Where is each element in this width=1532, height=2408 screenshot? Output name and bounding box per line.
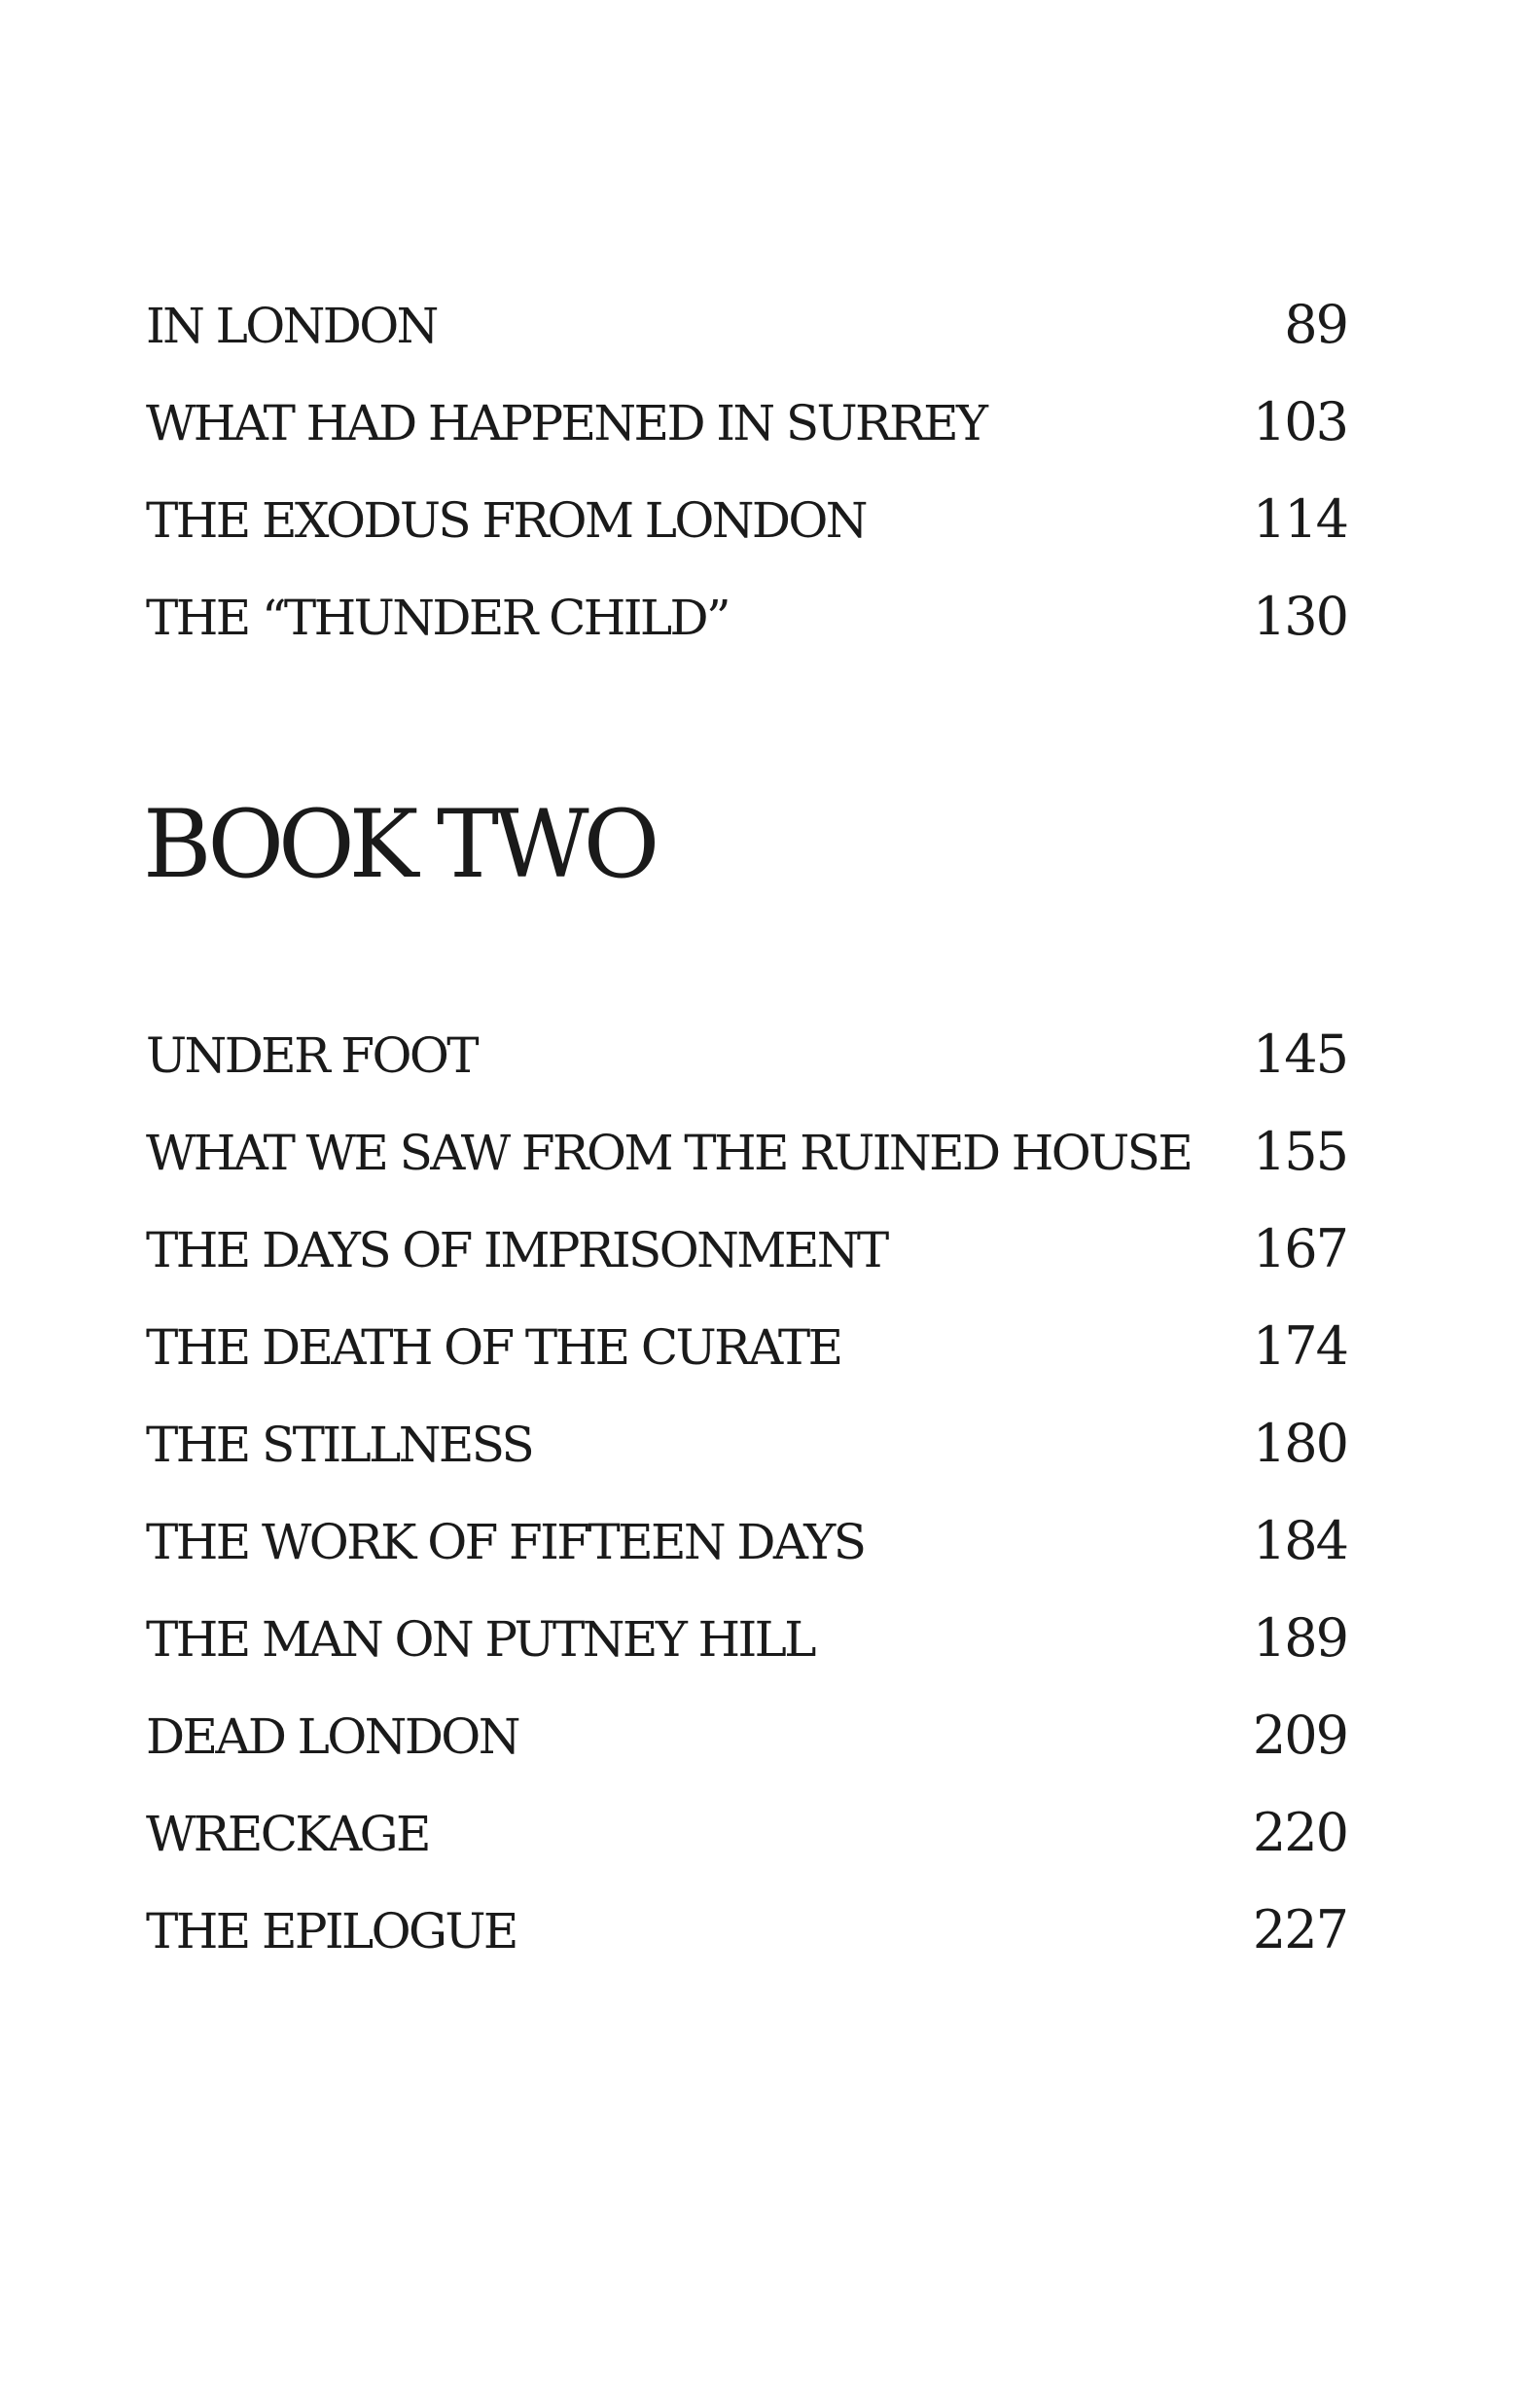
toc-entry xyxy=(146,1889,1347,1987)
toc-entry xyxy=(146,1111,1347,1208)
toc-entry-page-number: 114 xyxy=(1252,488,1347,550)
toc-entry-page-number: 180 xyxy=(1252,1413,1347,1474)
toc-entry xyxy=(146,1792,1347,1889)
toc-entry-page-number: 209 xyxy=(1252,1705,1347,1766)
toc-entry-page-number: 103 xyxy=(1252,391,1347,452)
toc-entry-title: THE WORK OF FIFTEEN DAYS xyxy=(146,1514,865,1570)
toc-entry-page-number: 145 xyxy=(1252,1024,1347,1085)
toc-entry xyxy=(146,284,1347,381)
toc-entry xyxy=(146,576,1347,673)
toc-entry xyxy=(146,1500,1347,1598)
toc-entry-page-number: 184 xyxy=(1252,1510,1347,1571)
toc-entry-title: DEAD LONDON xyxy=(146,1708,518,1765)
toc-entry-title: UNDER FOOT xyxy=(146,1027,478,1084)
toc-entry-title: THE EXODUS FROM LONDON xyxy=(146,492,866,549)
toc-entry-title: THE DEATH OF THE CURATE xyxy=(146,1319,841,1376)
toc-entry-title: THE MAN ON PUTNEY HILL xyxy=(146,1611,814,1668)
toc-entry xyxy=(146,1695,1347,1792)
toc-list-book-one xyxy=(146,284,1347,673)
book-two-heading: BOOK TWO xyxy=(143,790,655,899)
toc-entry-title: IN LONDON xyxy=(146,298,437,354)
toc-entry xyxy=(146,381,1347,479)
toc-entry-page-number: 227 xyxy=(1252,1899,1347,1960)
toc-entry-page-number: 89 xyxy=(1284,294,1347,355)
toc-entry-title: WRECKAGE xyxy=(146,1806,429,1862)
toc-entry-page-number: 167 xyxy=(1252,1218,1347,1279)
toc-entry-title: THE STILLNESS xyxy=(146,1417,533,1473)
toc-list-book-two xyxy=(146,1014,1347,1987)
toc-entry-page-number: 174 xyxy=(1252,1315,1347,1377)
toc-entry-page-number: 220 xyxy=(1252,1802,1347,1863)
toc-entry xyxy=(146,1014,1347,1111)
toc-entry-page-number: 189 xyxy=(1252,1607,1347,1669)
toc-entry-title: THE EPILOGUE xyxy=(146,1903,517,1959)
toc-entry-title: WHAT WE SAW FROM THE RUINED HOUSE xyxy=(146,1125,1192,1181)
toc-entry-title: WHAT HAD HAPPENED IN SURREY xyxy=(146,395,986,451)
toc-entry-page-number: 130 xyxy=(1252,586,1347,647)
toc-entry-title: THE “THUNDER CHILD” xyxy=(146,590,729,646)
toc-entry-page-number: 155 xyxy=(1252,1121,1347,1182)
toc-entry-title: THE DAYS OF IMPRISONMENT xyxy=(146,1222,887,1278)
toc-entry xyxy=(146,1403,1347,1500)
toc-entry xyxy=(146,1598,1347,1695)
toc-entry xyxy=(146,1306,1347,1403)
toc-entry xyxy=(146,479,1347,576)
toc-entry xyxy=(146,1208,1347,1306)
